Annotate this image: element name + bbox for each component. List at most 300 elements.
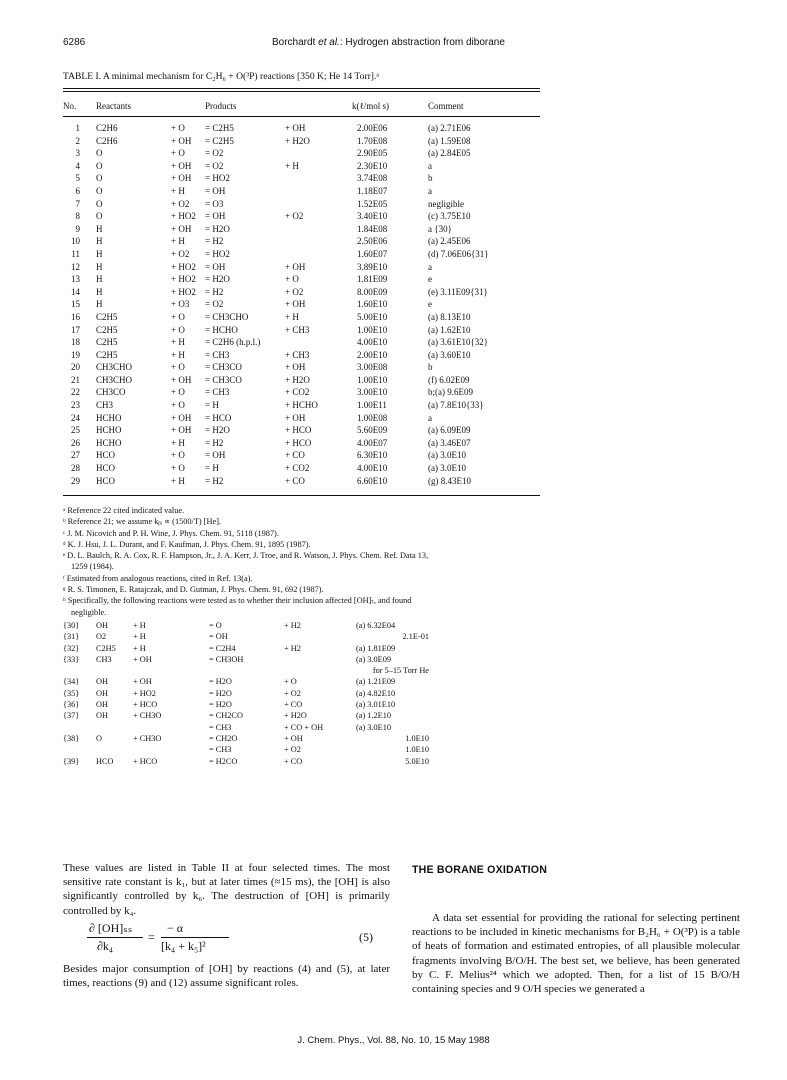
reaction-number: 4: [75, 160, 80, 171]
reaction-number: 17: [71, 324, 80, 335]
tested-reaction-row: [0, 723, 787, 734]
table-row: [0, 148, 787, 161]
reactant-2: + O: [171, 387, 185, 398]
product-2: + O2: [285, 211, 304, 222]
comment: (d) 7.06E06{31}: [428, 248, 489, 259]
rate-constant: 3.74E08: [357, 173, 388, 184]
reaction-number: 11: [71, 248, 80, 259]
reaction-number: 29: [71, 475, 80, 486]
comment: (f) 6.02E09: [428, 374, 470, 385]
reactant-2: + CH3O: [133, 733, 162, 743]
rate-constant: 6.30E10: [357, 450, 388, 461]
reactant-1: O2: [96, 632, 107, 642]
table-row: [0, 136, 787, 149]
rate-constant: 3.00E08: [357, 362, 388, 373]
reactant-2: + O: [171, 311, 185, 322]
right-column-paragraph: A data set essential for providing the rational for selecting pertinent reactions to be included in kinetic mechanisms for B₂H₆ + O(³P) is a table of heats of formation and estimated entropies, of all plausible molecular fragments involving B/O/H. The best set, we believe, has been generated by C. F. Melius²⁴ which we adopted. Then, for a list of 15 B/O/H containing species and 9 O/H species we generated a: [412, 912, 740, 996]
reactant-1: O: [96, 185, 103, 196]
comment: (a) 2.71E06: [428, 123, 471, 133]
product-2: + OH: [284, 733, 303, 743]
product-1: = OH: [205, 450, 226, 461]
reaction-number: 27: [71, 450, 80, 461]
reactant-1: O: [96, 160, 103, 171]
reactant-1: C2H6: [96, 135, 118, 146]
tested-reaction-row: [0, 666, 787, 677]
comment: (g) 8.43E10: [428, 475, 471, 486]
col-no: No.: [63, 101, 77, 111]
comment: (a) 3.46E07: [428, 437, 471, 448]
reactant-1: HCHO: [96, 425, 122, 436]
product-1: = OH: [205, 261, 226, 272]
reactant-1: HCHO: [96, 412, 122, 423]
product-1: = O2: [205, 299, 224, 310]
product-2: + CO2: [285, 387, 310, 398]
product-1: = H2O: [209, 700, 232, 710]
reaction-number: 19: [71, 349, 80, 360]
comment: e: [428, 299, 432, 310]
tested-reactions: [0, 621, 787, 768]
reactant-1: O: [96, 733, 102, 743]
reactant-2: + HO2: [171, 211, 196, 222]
reaction-number: 5: [75, 173, 80, 184]
reactant-1: HCO: [96, 475, 116, 486]
comment: (a) 7.8E10{33}: [428, 400, 484, 411]
eq-fraction-bar: [87, 937, 143, 938]
reaction-id: {39}: [63, 756, 80, 766]
reaction-id: {38}: [63, 733, 80, 743]
comment: a: [428, 185, 432, 196]
col-reactants: Reactants: [96, 101, 131, 111]
product-2: + OH: [285, 299, 306, 310]
eq-fraction-bar: [161, 937, 229, 938]
rate-value: (a) 1.21E09: [356, 677, 396, 687]
product-2: + OH: [285, 362, 306, 373]
comment: (a) 6.09E09: [428, 425, 471, 436]
product-1: = HO2: [205, 248, 230, 259]
reactant-2: + H: [133, 643, 146, 653]
rate-constant: 3.00E10: [357, 387, 388, 398]
reaction-number: 13: [71, 274, 80, 285]
rate-value: (a) 1.81E09: [356, 643, 396, 653]
reaction-number: 23: [71, 400, 80, 411]
tested-reaction-row: [0, 655, 787, 666]
product-2: + OH: [285, 261, 306, 272]
product-2: + OH: [285, 412, 306, 423]
reactant-1: H: [96, 223, 103, 234]
tested-reaction-row: [0, 711, 787, 722]
rate-value: 2.1E-01: [402, 632, 429, 642]
product-1: = C2H5: [205, 135, 234, 146]
table-header-rule: [63, 116, 540, 117]
reactant-2: + OH: [133, 677, 152, 687]
rate-constant: 1.18E07: [357, 185, 388, 196]
reactant-1: HCHO: [96, 437, 122, 448]
reactant-2: + OH: [133, 654, 152, 664]
running-title-post: : Hydrogen abstraction from diborane: [339, 37, 505, 48]
table-row: [0, 400, 787, 413]
rate-value: (a) 1.2E10: [356, 711, 392, 721]
table-body: [0, 123, 787, 488]
product-2: + HCHO: [285, 400, 318, 411]
product-1: = OH: [205, 211, 226, 222]
reaction-number: 8: [75, 211, 80, 222]
table-row: [0, 249, 787, 262]
rate-constant: 1.60E10: [357, 299, 388, 310]
reaction-id: {31}: [63, 632, 80, 642]
footnote: ᶜ J. M. Nicovich and P. H. Wine, J. Phys. Chem. 91, 5118 (1987).: [63, 528, 279, 538]
product-1: = H2O: [205, 425, 230, 436]
rate-value: 1.0E10: [405, 745, 429, 755]
product-2: + CO: [284, 700, 303, 710]
comment: (c) 3.75E10: [428, 211, 471, 222]
reactant-2: + O: [171, 450, 185, 461]
reaction-number: 3: [75, 148, 80, 159]
rate-constant: 2.00E10: [357, 349, 388, 360]
reactant-2: + O3: [171, 299, 190, 310]
comment: (a) 3.0E10: [428, 450, 466, 461]
reactant-2: + O: [171, 362, 185, 373]
rate-value: (a) 3.0E10: [356, 722, 392, 732]
reactant-2: + H: [171, 349, 185, 360]
rate-value: for 5–15 Torr He: [372, 666, 429, 676]
product-2: + H2O: [285, 374, 310, 385]
reactant-1: C2H5: [96, 311, 118, 322]
product-2: + O2: [284, 745, 301, 755]
product-2: + HCO: [285, 437, 312, 448]
reactant-2: + OH: [171, 425, 192, 436]
product-2: + CO: [285, 475, 305, 486]
reaction-number: 24: [71, 412, 80, 423]
rate-constant: 2.30E10: [357, 160, 388, 171]
reactant-1: CH3CHO: [96, 374, 133, 385]
reactant-1: OH: [96, 700, 108, 710]
rate-constant: 1.00E10: [357, 374, 388, 385]
reactant-2: + H: [133, 621, 146, 630]
rate-constant: 6.60E10: [357, 475, 388, 486]
footnote-cont: negligible.: [71, 607, 107, 617]
product-1: = H: [205, 400, 219, 411]
table-row: [0, 262, 787, 275]
reactant-2: + OH: [171, 160, 192, 171]
reaction-number: 7: [75, 198, 80, 209]
product-2: + O2: [285, 286, 304, 297]
product-1: = CH3: [209, 745, 232, 755]
reactant-1: OH: [96, 711, 108, 721]
footnote: ᵇ Reference 21; we assume kᵦᵢ ∝ (1500/T) [He].: [63, 517, 222, 527]
reactant-2: + HCO: [133, 700, 158, 710]
tested-reaction-row: [0, 734, 787, 745]
rate-constant: 2.50E06: [357, 236, 388, 247]
table-caption: TABLE I. A minimal mechanism for C₂H₆ + O(³P) reactions [350 K; He 14 Torr].ᵃ: [63, 71, 379, 82]
paragraph: Besides major consumption of [OH] by reactions (4) and (5), at later times, reactions (9) and (12) assume significant roles.: [63, 962, 390, 990]
reactant-1: O: [96, 148, 103, 159]
reactant-1: C2H5: [96, 324, 118, 335]
reaction-number: 1: [75, 123, 80, 133]
rate-constant: 1.00E10: [357, 324, 388, 335]
reaction-number: 20: [71, 362, 80, 373]
product-1: = O3: [205, 198, 224, 209]
table-header: [0, 101, 787, 113]
reaction-number: 16: [71, 311, 80, 322]
rate-constant: 3.89E10: [357, 261, 388, 272]
reactant-1: CH3CHO: [96, 362, 133, 373]
tested-reaction-row: [0, 644, 787, 655]
equation-5: [63, 920, 390, 974]
footnote: ᵃ Reference 22 cited indicated value.: [63, 506, 185, 515]
footnote: ᶠ Estimated from analogous reactions, cited in Ref. 13(a).: [63, 573, 253, 583]
table-row: [0, 287, 787, 300]
rate-value: (a) 3.0E09: [356, 654, 392, 664]
comment: a: [428, 160, 432, 171]
product-1: = CH3: [209, 722, 232, 732]
product-2: + H: [285, 160, 299, 171]
tested-reaction-row: [0, 632, 787, 643]
comment: negligible: [428, 198, 464, 209]
running-title-pre: Borchardt: [272, 37, 319, 48]
product-1: = H2O: [209, 688, 232, 698]
eq-number: (5): [359, 929, 373, 944]
reactant-1: C2H5: [96, 349, 118, 360]
comment: (a) 3.61E10{32}: [428, 337, 489, 348]
product-1: = H2CO: [209, 756, 238, 766]
reactant-1: C2H5: [96, 337, 118, 348]
product-2: + H: [285, 311, 299, 322]
table-row: [0, 123, 787, 136]
reactant-2: + OH: [171, 374, 192, 385]
table-row: [0, 224, 787, 237]
table-row: [0, 463, 787, 476]
product-1: = CH2CO: [209, 711, 243, 721]
table-row: [0, 274, 787, 287]
table-row: [0, 211, 787, 224]
reaction-number: 12: [71, 261, 80, 272]
reaction-number: 10: [71, 236, 80, 247]
comment: (e) 3.11E09{31}: [428, 286, 488, 297]
tested-reaction-row: [0, 745, 787, 756]
reactant-2: + HO2: [133, 688, 156, 698]
reactant-1: OH: [96, 621, 108, 630]
rate-constant: 4.00E10: [357, 463, 388, 474]
product-1: = OH: [209, 632, 228, 642]
rate-constant: 1.60E07: [357, 248, 388, 259]
product-2: + OH: [285, 123, 306, 133]
reactant-2: + OH: [171, 173, 192, 184]
page-footer: J. Chem. Phys., Vol. 88, No. 10, 15 May 1988: [297, 1035, 490, 1046]
reaction-number: 26: [71, 437, 80, 448]
product-1: = CH3: [205, 387, 230, 398]
table-row: [0, 413, 787, 426]
reactant-1: C2H6: [96, 123, 118, 133]
reaction-number: 22: [71, 387, 80, 398]
product-1: = CH3CO: [205, 374, 242, 385]
running-title-em: et al.: [318, 37, 340, 48]
paragraph: These values are listed in Table II at four selected times. The most sensitive rate constant is k₁, but at later times (≈15 ms), the [OH] is also significantly controlled by k₆. The destruction of [OH] is primarily controlled by k₄.: [63, 862, 390, 917]
tested-reaction-row: [0, 689, 787, 700]
rate-constant: 1.00E11: [357, 400, 387, 411]
reactant-2: + OH: [171, 223, 192, 234]
reactant-1: H: [96, 286, 103, 297]
reactant-2: + O: [171, 123, 185, 133]
product-1: = C2H5: [205, 123, 234, 133]
reactant-1: OH: [96, 688, 108, 698]
footnote: ʰ Specifically, the following reactions were tested as to whether their inclusion affected [OH]ₜ, and found: [63, 596, 412, 606]
reactant-2: + H: [171, 337, 185, 348]
reactant-1: CH3: [96, 400, 114, 411]
product-2: + HCO: [285, 425, 312, 436]
col-k: k(ℓ/mol s): [352, 101, 390, 111]
reaction-id: {30}: [63, 621, 80, 630]
reactant-1: OH: [96, 677, 108, 687]
product-1: = H2O: [205, 274, 230, 285]
reactant-2: + H: [133, 632, 146, 642]
tested-reaction-row: [0, 757, 787, 768]
eq-rhs-denominator: [k₄ + k₅]²: [161, 938, 206, 953]
table-row: [0, 312, 787, 325]
left-column: [63, 861, 390, 990]
table-row: [0, 299, 787, 312]
rate-constant: 2.00E06: [357, 123, 388, 133]
comment: a: [428, 261, 432, 272]
product-2: + CH3: [285, 324, 310, 335]
product-2: + CO + OH: [284, 722, 324, 732]
product-1: = CH2O: [209, 733, 238, 743]
reactant-2: + HO2: [171, 286, 196, 297]
reaction-number: 21: [71, 374, 80, 385]
tested-reaction-row: [0, 700, 787, 711]
footnote: ᵉ D. L. Baulch, R. A. Cox, R. F. Hampson, Jr., J. A. Kerr, J. Troe, and R. Watson, J. Phys. Chem. Ref. Data 13,: [63, 551, 429, 561]
reactant-1: HCO: [96, 756, 114, 766]
reactant-2: + HO2: [171, 261, 196, 272]
product-2: + O: [285, 274, 299, 285]
reaction-number: 14: [71, 286, 80, 297]
col-products: Products: [205, 101, 237, 111]
footnote: ᵍ R. S. Timonen, E. Ratajczak, and D. Gutman, J. Phys. Chem. 91, 692 (1987).: [63, 585, 324, 595]
reactant-2: + O: [171, 463, 185, 474]
reactant-1: HCO: [96, 450, 116, 461]
rate-constant: 1.84E08: [357, 223, 388, 234]
comment: (a) 1.59E08: [428, 135, 471, 146]
table-row: [0, 161, 787, 174]
product-2: + H2O: [285, 135, 310, 146]
eq-equals: =: [148, 929, 155, 944]
reactant-1: C2H5: [96, 643, 116, 653]
comment: a {30}: [428, 223, 452, 234]
reactant-2: + H: [171, 475, 185, 486]
footnote-cont: 1259 (1984).: [71, 562, 114, 572]
reactant-1: H: [96, 274, 103, 285]
comment: b: [428, 362, 433, 373]
table-footnotes: [63, 505, 543, 618]
product-1: = HO2: [205, 173, 230, 184]
rate-constant: 4.00E07: [357, 437, 388, 448]
reactant-1: H: [96, 261, 103, 272]
reactant-2: + HCO: [133, 756, 158, 766]
col-comment: Comment: [428, 101, 464, 111]
rate-constant: 4.00E10: [357, 337, 388, 348]
rate-constant: 1.81E09: [357, 274, 388, 285]
table-row: [0, 425, 787, 438]
reactant-1: H: [96, 248, 103, 259]
reaction-id: {35}: [63, 688, 80, 698]
product-1: = H2O: [209, 677, 232, 687]
product-1: = CH3: [205, 349, 230, 360]
product-1: = H2: [205, 236, 224, 247]
rate-constant: 1.00E08: [357, 412, 388, 423]
reactant-1: H: [96, 236, 103, 247]
comment: (a) 3.0E10: [428, 463, 466, 474]
reactant-1: O: [96, 198, 103, 209]
table-row: [0, 362, 787, 375]
reactant-2: + O: [171, 324, 185, 335]
section-heading: THE BORANE OXIDATION: [412, 864, 548, 876]
rate-value: (a) 4.82E10: [356, 688, 396, 698]
tested-reaction-row: [0, 621, 787, 632]
product-1: = CH3OH: [209, 654, 244, 664]
reaction-number: 28: [71, 463, 80, 474]
product-2: + H2O: [284, 711, 307, 721]
rate-constant: 8.00E09: [357, 286, 388, 297]
reactant-2: + CH3O: [133, 711, 162, 721]
product-2: + CO: [285, 450, 305, 461]
product-2: + CO: [284, 756, 303, 766]
reactant-2: + H: [171, 185, 185, 196]
reaction-number: 18: [71, 337, 80, 348]
reaction-number: 15: [71, 299, 80, 310]
reactant-2: + HO2: [171, 274, 196, 285]
comment: b: [428, 173, 433, 184]
table-top-rule: [63, 88, 540, 89]
reactant-2: + H: [171, 236, 185, 247]
table-top-rule-2: [63, 91, 540, 92]
table-row: [0, 337, 787, 350]
eq-lhs-denominator: ∂k₄: [97, 938, 114, 953]
running-title: [272, 37, 505, 48]
table-row: [0, 450, 787, 463]
comment: (a) 8.13E10: [428, 311, 471, 322]
product-1: = C2H4: [209, 643, 236, 653]
product-2: + O: [284, 677, 297, 687]
reactant-2: + H: [171, 437, 185, 448]
comment: (a) 2.45E06: [428, 236, 471, 247]
product-1: = H2O: [205, 223, 230, 234]
footnote: ᵈ K. J. Hsu, J. L. Durant, and F. Kaufman, J. Phys. Chem. 91, 1895 (1987).: [63, 539, 311, 549]
comment: a: [428, 412, 432, 423]
comment: e: [428, 274, 432, 285]
reaction-id: {32}: [63, 643, 80, 653]
table-row: [0, 236, 787, 249]
reaction-id: {33}: [63, 654, 80, 664]
reactant-2: + O2: [171, 198, 190, 209]
product-2: + H2: [284, 621, 301, 630]
page-number: 6286: [63, 37, 86, 48]
comment: (a) 3.60E10: [428, 349, 471, 360]
table-bottom-rule: [63, 495, 540, 496]
reactant-2: + O: [171, 400, 185, 411]
product-1: = H: [205, 463, 219, 474]
table-row: [0, 350, 787, 363]
product-2: + H2: [284, 643, 301, 653]
rate-constant: 5.00E10: [357, 311, 388, 322]
rate-constant: 2.90E05: [357, 148, 388, 159]
table-row: [0, 325, 787, 338]
table-row: [0, 438, 787, 451]
table-row: [0, 375, 787, 388]
product-1: = CH3CO: [205, 362, 242, 373]
table-row: [0, 387, 787, 400]
rate-constant: 1.52E05: [357, 198, 388, 209]
eq-rhs-numerator: − α: [167, 920, 184, 935]
rate-value: 5.0E10: [405, 756, 429, 766]
